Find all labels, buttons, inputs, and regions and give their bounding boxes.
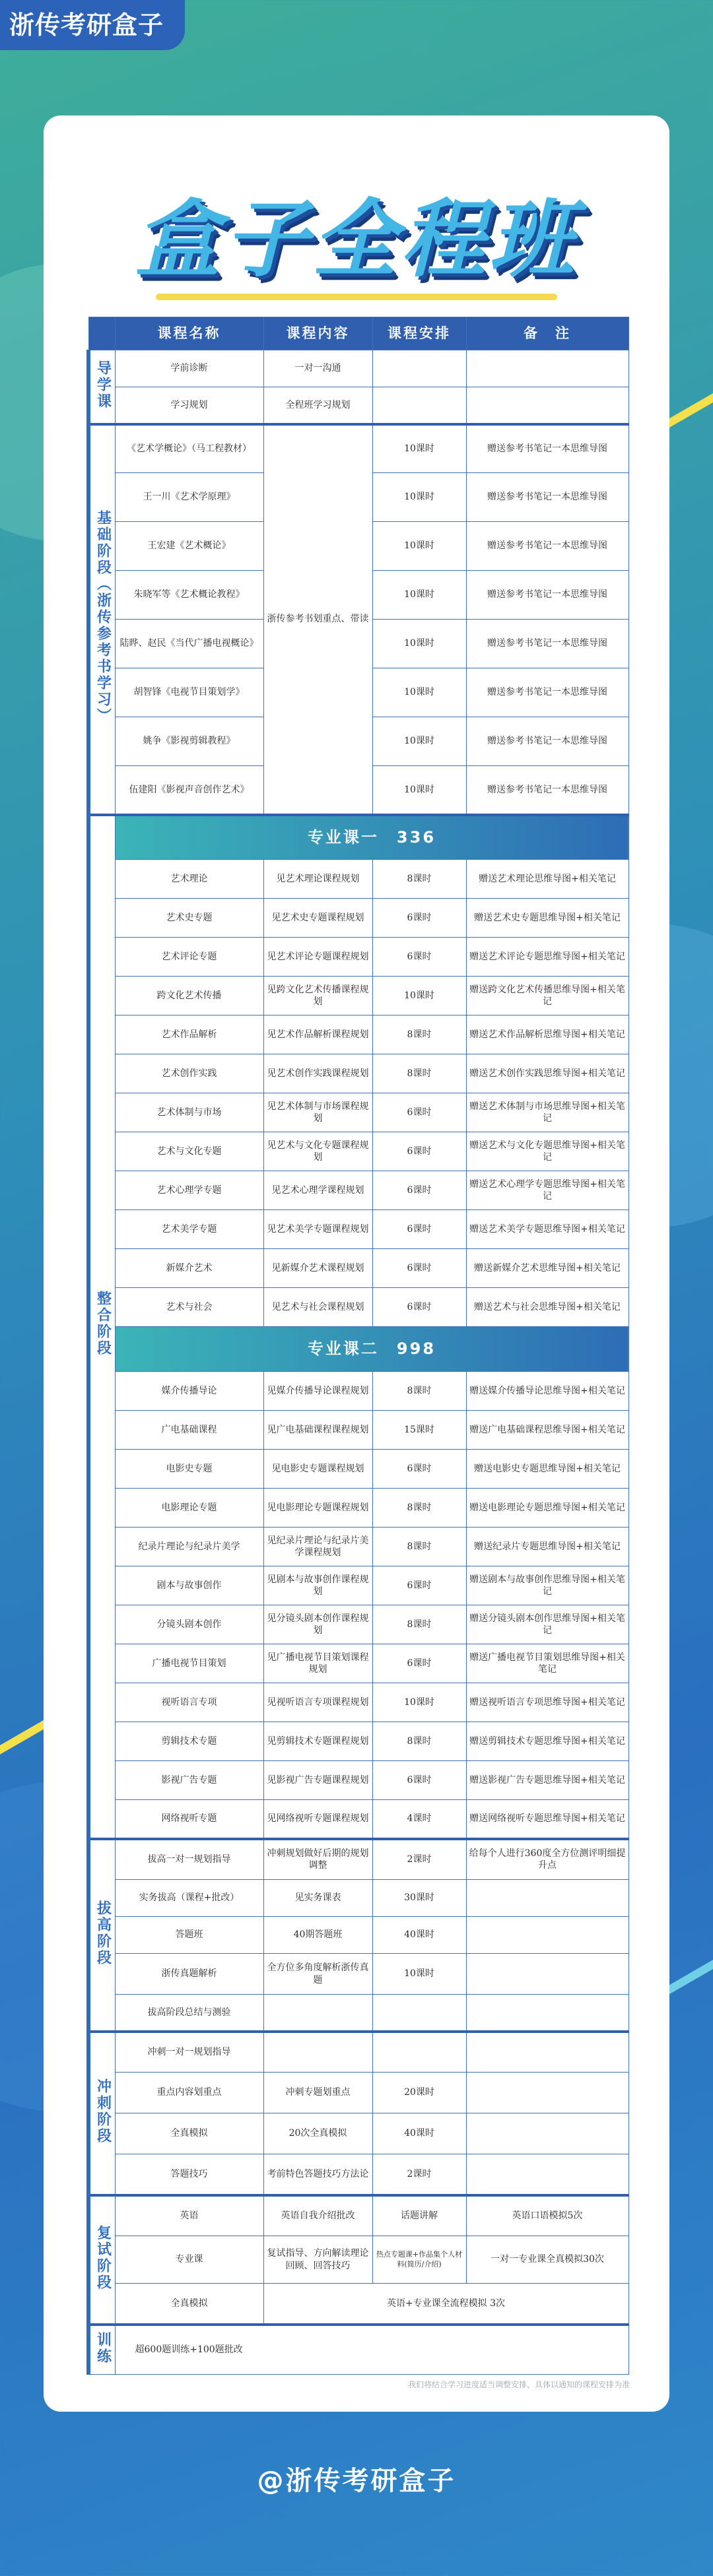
- stage-cell: [88, 2325, 115, 2375]
- course-name: 姚争《影视剪辑教程》: [115, 717, 263, 766]
- course-name: 胡智锋《电视节目策划学》: [115, 668, 263, 717]
- course-plan: 6课时: [372, 1210, 466, 1249]
- course-plan: 6课时: [372, 1093, 466, 1132]
- course-plan: [372, 1995, 466, 2032]
- content-card: [44, 115, 669, 2412]
- course-name: 纪录片理论与纪录片美学: [115, 1528, 263, 1566]
- stage-label: 冲刺阶段: [94, 2078, 112, 2144]
- course-note: 赠送影视广告专题思维导图+相关笔记: [466, 1761, 628, 1800]
- course-content: 见新媒介艺术课程规划: [263, 1249, 372, 1288]
- course-plan: 8课时: [372, 1605, 466, 1644]
- course-content: 见艺术与文化专题课程规划: [263, 1132, 372, 1171]
- course-plan: [372, 350, 466, 387]
- course-plan: 10课时: [372, 668, 466, 717]
- table-row: [88, 424, 628, 473]
- band-row: [88, 1327, 628, 1372]
- course-note: 赠送参考书笔记一本思维导图: [466, 620, 628, 668]
- course-plan: 8课时: [372, 1054, 466, 1093]
- course-plan: 10课时: [372, 620, 466, 668]
- table-row: [88, 977, 628, 1015]
- table-row: [88, 1528, 628, 1566]
- course-content: 见媒介传播导论课程规划: [263, 1372, 372, 1411]
- table-row: [88, 860, 628, 899]
- course-note: 赠送艺术评论专题思维导图+相关笔记: [466, 938, 628, 977]
- course-plan: 15课时: [372, 1411, 466, 1450]
- course-note: 赠送艺术创作实践思维导图+相关笔记: [466, 1054, 628, 1093]
- course-note: 赠送电影史专题思维导图+相关笔记: [466, 1450, 628, 1489]
- table-row: [88, 1489, 628, 1528]
- band-row: [88, 815, 628, 860]
- table-row: [88, 1683, 628, 1722]
- course-name: 新媒介艺术: [115, 1249, 263, 1288]
- course-note: 赠送参考书笔记一本思维导图: [466, 766, 628, 815]
- course-plan: 8课时: [372, 1528, 466, 1566]
- course-plan: 10课时: [372, 1683, 466, 1722]
- course-content: 20次全真模拟: [263, 2113, 372, 2154]
- course-plan: [372, 2032, 466, 2073]
- course-plan: 6课时: [372, 938, 466, 977]
- course-plan: 6课时: [372, 1450, 466, 1489]
- course-note: 赠送艺术作品解析思维导图+相关笔记: [466, 1015, 628, 1054]
- course-content: 见广播电视节目策划课程规划: [263, 1644, 372, 1683]
- course-content: 见剪辑技术专题课程规划: [263, 1722, 372, 1761]
- course-note: [466, 2113, 628, 2154]
- table-row: [88, 1450, 628, 1489]
- course-note: 赠送网络视听专题思维导图+相关笔记: [466, 1800, 628, 1839]
- table-row: [88, 2032, 628, 2073]
- course-note: 一对一专业课全真模拟30次: [466, 2236, 628, 2284]
- course-plan: 2课时: [372, 1839, 466, 1880]
- course-content: 见网络视听专题课程规划: [263, 1800, 372, 1839]
- course-note: 赠送新媒介艺术思维导图+相关笔记: [466, 1249, 628, 1288]
- course-name: 艺术理论: [115, 860, 263, 899]
- table-row: [88, 1566, 628, 1605]
- course-note: 赠送广播电视节目策划思维导图+相关笔记: [466, 1644, 628, 1683]
- course-note: 赠送参考书笔记一本思维导图: [466, 717, 628, 766]
- course-content: 全方位多角度解析浙传真题: [263, 1954, 372, 1995]
- course-content: 见实务课表: [263, 1880, 372, 1917]
- course-content: 考前特色答题技巧方法论: [263, 2154, 372, 2195]
- stage-label: 基础阶段（浙传参考书学习）: [94, 510, 112, 725]
- course-name: 《艺术学概论》（马工程教材）: [115, 424, 263, 473]
- course-content: 英语+专业课全流程模拟 3次: [263, 2284, 628, 2325]
- course-note: [466, 2032, 628, 2073]
- course-plan: 6课时: [372, 899, 466, 938]
- course-content: 复试指导、方向解读理论回顾、回答技巧: [263, 2236, 372, 2284]
- stage-cell: [88, 2195, 115, 2325]
- course-note: 赠送参考书笔记一本思维导图: [466, 473, 628, 522]
- course-note: 赠送视听语言专项思维导图+相关笔记: [466, 1683, 628, 1722]
- course-plan: 8课时: [372, 1372, 466, 1411]
- table-row: [88, 1722, 628, 1761]
- course-name: 艺术作品解析: [115, 1015, 263, 1054]
- title-underline: [156, 294, 557, 300]
- course-note: [466, 1995, 628, 2032]
- course-content: 见分镜头剧本创作课程规划: [263, 1605, 372, 1644]
- course-content: 40期答题班: [263, 1917, 372, 1954]
- course-name: 分镜头剧本创作: [115, 1605, 263, 1644]
- course-note: [466, 1917, 628, 1954]
- band-label: 专业课二 998: [115, 1327, 628, 1372]
- table-row: [88, 1917, 628, 1954]
- header-stage: [88, 317, 115, 350]
- course-plan: 20课时: [372, 2073, 466, 2113]
- course-plan: 4课时: [372, 1800, 466, 1839]
- table-row: [88, 1644, 628, 1683]
- course-note: [466, 2073, 628, 2113]
- course-name: 剧本与故事创作: [115, 1566, 263, 1605]
- course-name: 答题技巧: [115, 2154, 263, 2195]
- course-plan: 10课时: [372, 977, 466, 1015]
- course-content: 见视听语言专项课程规划: [263, 1683, 372, 1722]
- course-name: 艺术与社会: [115, 1288, 263, 1327]
- course-plan: 6课时: [372, 1288, 466, 1327]
- course-content: 见艺术美学专题课程规划: [263, 1210, 372, 1249]
- course-plan: 40课时: [372, 1917, 466, 1954]
- course-plan: 6课时: [372, 1644, 466, 1683]
- course-name: 浙传真题解析: [115, 1954, 263, 1995]
- course-plan: 10课时: [372, 766, 466, 815]
- course-note: 赠送艺术与社会思维导图+相关笔记: [466, 1288, 628, 1327]
- course-note: 赠送艺术美学专题思维导图+相关笔记: [466, 1210, 628, 1249]
- table-row: [88, 1605, 628, 1644]
- stage-cell: [88, 2032, 115, 2195]
- course-content: 见艺术理论课程规划: [263, 860, 372, 899]
- footer-brand: @浙传考研盒子: [257, 2466, 456, 2496]
- page-title: 盒子全程班: [135, 191, 578, 289]
- course-plan: 热点专题课+作品集个人材料(简历/介绍): [372, 2236, 466, 2284]
- band-label: 专业课一 336: [115, 815, 628, 860]
- course-note: 赠送纪录片专题思维导图+相关笔记: [466, 1528, 628, 1566]
- table-row: [88, 1132, 628, 1171]
- course-name: 专业课: [115, 2236, 263, 2284]
- table-row: [88, 1093, 628, 1132]
- header-cell: 课程内容: [263, 317, 372, 350]
- course-content: [263, 2032, 372, 2073]
- stage-label: 复试阶段: [94, 2224, 112, 2291]
- course-name: 媒介传播导论: [115, 1372, 263, 1411]
- course-name: 陆晔、赵民《当代广播电视概论》: [115, 620, 263, 668]
- course-content: 见艺术体制与市场课程规划: [263, 1093, 372, 1132]
- table-row: [88, 1954, 628, 1995]
- course-name: 拔高阶段总结与测验: [115, 1995, 263, 2032]
- course-plan: 8课时: [372, 1489, 466, 1528]
- course-plan: 40课时: [372, 2113, 466, 2154]
- course-note: 赠送参考书笔记一本思维导图: [466, 424, 628, 473]
- table-row: [88, 350, 628, 387]
- course-name: 剪辑技术专题: [115, 1722, 263, 1761]
- course-name: 重点内容划重点: [115, 2073, 263, 2113]
- course-plan: 30课时: [372, 1880, 466, 1917]
- course-content: 见艺术创作实践课程规划: [263, 1054, 372, 1093]
- course-name: 实务拔高（课程+批改）: [115, 1880, 263, 1917]
- course-note: [466, 387, 628, 424]
- table-row: [88, 2195, 628, 2236]
- course-content: 冲刺专题划重点: [263, 2073, 372, 2113]
- header-cell: 课程安排: [372, 317, 466, 350]
- brand-tag: 浙传考研盒子: [0, 0, 185, 50]
- stage-cell: [88, 815, 115, 1839]
- course-name: 跨文化艺术传播: [115, 977, 263, 1015]
- course-content: 见电影史专题课程规划: [263, 1450, 372, 1489]
- course-plan: 6课时: [372, 1132, 466, 1171]
- course-content: 见艺术评论专题课程规划: [263, 938, 372, 977]
- stage-label: 训练: [94, 2331, 112, 2365]
- table-row: [88, 2154, 628, 2195]
- table-row: [88, 1210, 628, 1249]
- course-name: 视听语言专项: [115, 1683, 263, 1722]
- course-name: 学前诊断: [115, 350, 263, 387]
- course-table: [86, 317, 629, 2375]
- stage-cell: [88, 424, 115, 815]
- course-note: 赠送艺术理论思维导图+相关笔记: [466, 860, 628, 899]
- footnote: 我们将结合学习进度适当调整安排，具体以通知的课程安排为准: [407, 2380, 630, 2389]
- course-name: 艺术美学专题: [115, 1210, 263, 1249]
- course-name: 伍建阳《影视声音创作艺术》: [115, 766, 263, 815]
- table-row: [88, 899, 628, 938]
- table-row: [88, 1761, 628, 1800]
- course-plan: 10课时: [372, 473, 466, 522]
- course-plan: 8课时: [372, 1015, 466, 1054]
- stage-label: 导学课: [94, 360, 112, 410]
- course-note: 赠送参考书笔记一本思维导图: [466, 522, 628, 571]
- course-note: [466, 350, 628, 387]
- course-note: 赠送跨文化艺术传播思维导图+相关笔记: [466, 977, 628, 1015]
- course-content: 浙传参考书划重点、带读: [263, 424, 372, 815]
- course-note: 赠送参考书笔记一本思维导图: [466, 571, 628, 620]
- course-content: 见影视广告专题课程规划: [263, 1761, 372, 1800]
- course-name: 影视广告专题: [115, 1761, 263, 1800]
- course-name: 全真模拟: [115, 2284, 263, 2325]
- course-name: 电影理论专题: [115, 1489, 263, 1528]
- course-plan: 10课时: [372, 717, 466, 766]
- table-row: [88, 1249, 628, 1288]
- course-name: 艺术体制与市场: [115, 1093, 263, 1132]
- course-name: 王一川《艺术学原理》: [115, 473, 263, 522]
- course-plan: 6课时: [372, 1566, 466, 1605]
- table-row: [88, 1372, 628, 1411]
- course-plan: 8课时: [372, 860, 466, 899]
- course-plan: 10课时: [372, 522, 466, 571]
- table-row: [88, 1800, 628, 1839]
- course-content: 见艺术史专题课程规划: [263, 899, 372, 938]
- course-note: 赠送艺术体制与市场思维导图+相关笔记: [466, 1093, 628, 1132]
- table-row: [88, 938, 628, 977]
- course-plan: [372, 387, 466, 424]
- stage-label: 整合阶段: [94, 1291, 112, 1357]
- table-row: [88, 2236, 628, 2284]
- course-note: 赠送广电基础课程思维导图+相关笔记: [466, 1411, 628, 1450]
- course-content: 英语自我介绍批改: [263, 2195, 372, 2236]
- table-row: [88, 2284, 628, 2325]
- header-cell: 备 注: [466, 317, 628, 350]
- course-plan: 话题讲解: [372, 2195, 466, 2236]
- course-note: 赠送分镜头剧本创作思维导图+相关笔记: [466, 1605, 628, 1644]
- course-content: [263, 1995, 372, 2032]
- course-plan: 6课时: [372, 1761, 466, 1800]
- course-name: 广电基础课程: [115, 1411, 263, 1450]
- course-plan: 6课时: [372, 1171, 466, 1210]
- table-row: [88, 1054, 628, 1093]
- course-name: 艺术创作实践: [115, 1054, 263, 1093]
- stage-cell: [88, 1839, 115, 2032]
- course-plan: 6课时: [372, 1249, 466, 1288]
- course-content: 见电影理论专题课程规划: [263, 1489, 372, 1528]
- header-cell: 课程名称: [115, 317, 263, 350]
- course-note: 赠送艺术心理学专题思维导图+相关笔记: [466, 1171, 628, 1210]
- table-row: [88, 1839, 628, 1880]
- course-name: 艺术史专题: [115, 899, 263, 938]
- course-note: 赠送媒介传播导论思维导图+相关笔记: [466, 1372, 628, 1411]
- table-row: [88, 1171, 628, 1210]
- course-content: 见剧本与故事创作课程规划: [263, 1566, 372, 1605]
- course-note: 赠送艺术与文化专题思维导图+相关笔记: [466, 1132, 628, 1171]
- course-plan: 2课时: [372, 2154, 466, 2195]
- course-note: 给每个人进行360度全方位测评明细提升点: [466, 1839, 628, 1880]
- table-row: [88, 2325, 628, 2375]
- table-row: [88, 1015, 628, 1054]
- course-name: 王宏建《艺术概论》: [115, 522, 263, 571]
- course-name: 艺术评论专题: [115, 938, 263, 977]
- course-content: 一对一沟通: [263, 350, 372, 387]
- course-name: 朱晓军等《艺术概论教程》: [115, 571, 263, 620]
- course-note: 赠送艺术史专题思维导图+相关笔记: [466, 899, 628, 938]
- stage-label: 拔高阶段: [94, 1900, 112, 1966]
- table-row: [88, 2113, 628, 2154]
- course-plan: 8课时: [372, 1722, 466, 1761]
- course-content: 冲刺规划做好后期的规划调整: [263, 1839, 372, 1880]
- course-name: 艺术与文化专题: [115, 1132, 263, 1171]
- course-name: 网络视听专题: [115, 1800, 263, 1839]
- course-content: 见跨文化艺术传播课程规划: [263, 977, 372, 1015]
- table-row: [88, 387, 628, 424]
- course-content: 见艺术心理学课程规划: [263, 1171, 372, 1210]
- course-name: 广播电视节目策划: [115, 1644, 263, 1683]
- course-note: [466, 1880, 628, 1917]
- course-plan: 10课时: [372, 424, 466, 473]
- course-note: 赠送剧本与故事创作思维导图+相关笔记: [466, 1566, 628, 1605]
- stage-cell: [88, 350, 115, 424]
- training-text: 超600题训练+100题批改: [115, 2325, 628, 2375]
- course-content: 见艺术作品解析课程规划: [263, 1015, 372, 1054]
- course-name: 答题班: [115, 1917, 263, 1954]
- course-name: 英语: [115, 2195, 263, 2236]
- course-note: [466, 2154, 628, 2195]
- table-row: [88, 1880, 628, 1917]
- course-note: 赠送参考书笔记一本思维导图: [466, 668, 628, 717]
- course-content: 见艺术与社会课程规划: [263, 1288, 372, 1327]
- course-content: 见广电基础课程课程规划: [263, 1411, 372, 1450]
- course-plan: 10课时: [372, 1954, 466, 1995]
- course-content: 全程班学习规划: [263, 387, 372, 424]
- course-note: [466, 1954, 628, 1995]
- course-name: 学习规划: [115, 387, 263, 424]
- table-row: [88, 1995, 628, 2032]
- course-note: 赠送剪辑技术专题思维导图+相关笔记: [466, 1722, 628, 1761]
- table-row: [88, 2073, 628, 2113]
- course-name: 拔高一对一规划指导: [115, 1839, 263, 1880]
- table-row: [88, 1288, 628, 1327]
- course-name: 艺术心理学专题: [115, 1171, 263, 1210]
- table-header-row: [88, 317, 628, 350]
- table-row: [88, 1411, 628, 1450]
- course-name: 电影史专题: [115, 1450, 263, 1489]
- course-content: 见纪录片理论与纪录片美学课程规划: [263, 1528, 372, 1566]
- course-plan: 10课时: [372, 571, 466, 620]
- course-name: 冲刺一对一规划指导: [115, 2032, 263, 2073]
- course-note: 英语口语模拟5次: [466, 2195, 628, 2236]
- course-note: 赠送电影理论专题思维导图+相关笔记: [466, 1489, 628, 1528]
- course-name: 全真模拟: [115, 2113, 263, 2154]
